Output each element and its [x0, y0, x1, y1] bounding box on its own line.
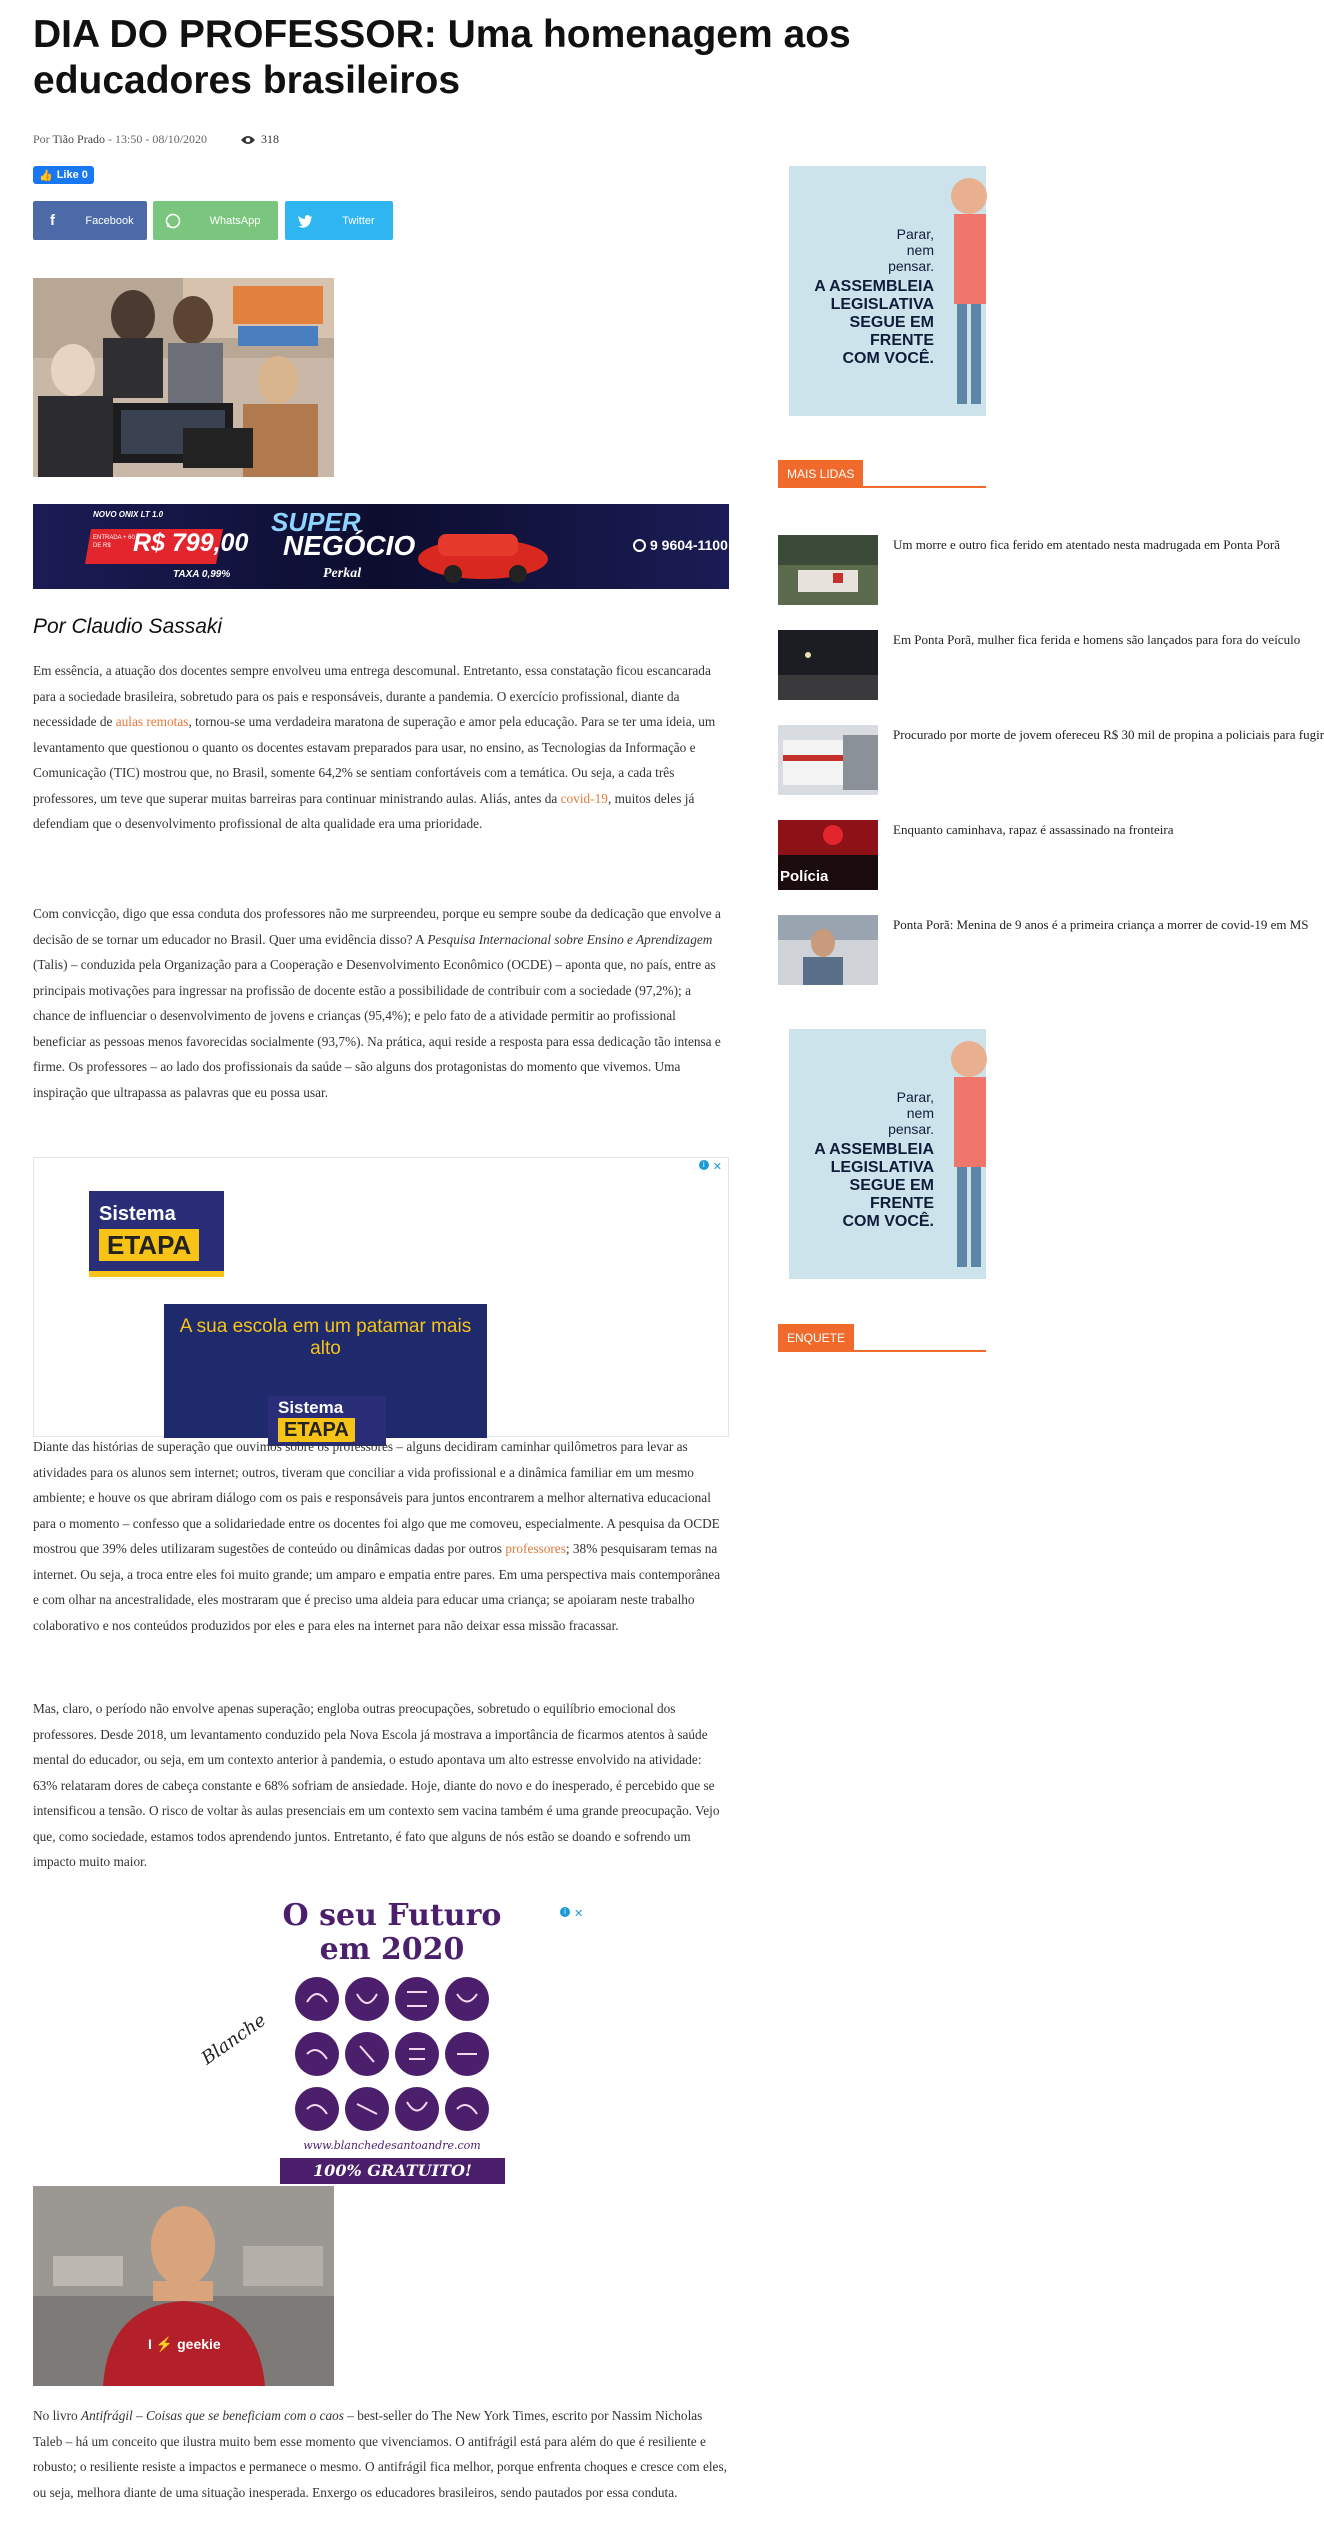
text-segment: ; 38% pesquisaram temas na internet. Ou seja, a troca entre eles foi muito grande; um amparo e empatia entre pares. Em uma perspectiva mais contemporânea e com olhar na ancestralidade, eles mostraram que é preciso uma aldeia para educar uma criança; se apoiaram neste trabalho colaborativo e nos conteúdos produzidos por eles e para eles na internet para não deixar essa missão fracassar.: [33, 1541, 721, 1633]
blanche-free-badge: 100% GRATUITO!: [280, 2158, 505, 2184]
ad-sistema-etapa[interactable]: [33, 1157, 729, 1441]
text-segment: Mas, claro, o período não envolve apenas superação; engloba outras preocupações, sobretudo o equilíbrio emocional dos professores. Desde 2018, um levantamento conduzido pela Nova Escola já mostrava a importância de ficarmos atentos à saúde mental do educador, ou seja, em um contexto anterior à pandemia, o estudo apontava um alto estresse envolvido na atividade: 63% relataram dores de cabeça constante e 68% sofriam de ansiedade. Hoje, diante do novo e do inesperado, é percebido que se intensificou a tensão. O risco de voltar às aulas presenciais em um contexto sem vacina também é uma grande preocupação. Vejo que, como sociedade, estamos todos aprendendo juntos. Entretanto, é fato que alguns de nós estão se doando e sofrendo um impacto muito maior.: [33, 1701, 720, 1869]
etapa-logo: Sistema ETAPA: [89, 1191, 224, 1277]
news-headline[interactable]: Ponta Porã: Menina de 9 anos é a primeira criança a morrer de covid-19 em MS: [893, 917, 1309, 932]
like-label: Like 0: [56, 169, 88, 181]
section-divider: [778, 486, 986, 488]
news-item[interactable]: [778, 535, 1280, 605]
news-headline[interactable]: Em Ponta Porã, mulher fica ferida e homens são lançados para fora do veículo: [893, 632, 1301, 647]
author-link[interactable]: Tião Prado: [52, 132, 106, 146]
inline-link[interactable]: professores: [505, 1541, 566, 1556]
whatsapp-icon: [153, 201, 192, 240]
adchoices-icon[interactable]: i ✕: [560, 1907, 583, 1920]
ad-headline-1: SUPER: [271, 507, 361, 537]
view-count: [240, 132, 279, 147]
shirt-logo: I ⚡ geekie: [148, 2336, 221, 2352]
italic-text: Antifrágil – Coisas que se beneficiam com o caos: [81, 2408, 344, 2423]
ad-entry: ENTRADA + 60 DE R$: [93, 535, 135, 549]
facebook-icon: f: [50, 212, 55, 229]
blanche-signature: Blanche: [197, 2009, 271, 2070]
news-headline[interactable]: Procurado por morte de jovem ofereceu R$ 30 mil de propina a policiais para fugir: [893, 727, 1324, 742]
share-twitter-button[interactable]: [285, 201, 393, 240]
text-segment: Com convicção, digo que essa conduta dos professores não me surpreendeu, porque eu sempre soube da dedicação que envolve a decisão de se tornar um educador no Brasil. Quer uma evidência disso? A: [33, 906, 721, 947]
text-segment: No livro: [33, 2408, 82, 2423]
etapa-banner: A sua escola em um patamar mais alto Sistema ETAPA: [164, 1304, 487, 1438]
eye-icon: [240, 135, 256, 145]
twitter-icon: [285, 201, 324, 240]
article-byline: Por Claudio Sassaki: [33, 615, 223, 638]
ad-headline-2: NEGÓCIO: [283, 530, 416, 561]
share-facebook-button[interactable]: [33, 201, 147, 240]
article-title: DIA DO PROFESSOR: Uma homenagem aos educadores brasileiros: [33, 13, 851, 102]
facebook-like-button[interactable]: [33, 166, 94, 184]
ad-brand: Perkal: [323, 566, 362, 581]
text-segment: – best-seller do The New York Times, escrito por Nassim Nicholas Taleb – há um conceito que ilustra muito bem esse momento que vivenciamos. O antifrágil está para além do que é resiliente e robusto; o resiliente resiste a impactos e permanece o mesmo. O antifrágil fica melhor, porque enfrenta choques e cresce com eles, ou seja, melhora diante de uma situação inesperada. Enxergo os educadores brasileiros, sendo pautados por essa conduta.: [33, 2408, 727, 2500]
paragraph-4: [33, 1696, 729, 1875]
news-headline[interactable]: Enquanto caminhava, rapaz é assassinado na fronteira: [893, 822, 1174, 837]
news-thumbnail[interactable]: Polícia: [778, 820, 878, 890]
news-headline[interactable]: Um morre e outro fica ferido em atentado nesta madrugada em Ponta Porã: [893, 537, 1280, 552]
paragraph-1: [33, 658, 729, 837]
share-whatsapp-label: WhatsApp: [209, 214, 261, 227]
ad-price: R$ 799,00: [133, 529, 249, 557]
news-item[interactable]: [778, 725, 1324, 795]
adchoices-icon[interactable]: i ✕: [699, 1160, 722, 1173]
section-enquete: ENQUETE: [778, 1324, 854, 1351]
ad-blanche[interactable]: [197, 1898, 592, 2186]
thumbs-up-icon: 👍: [39, 169, 53, 182]
news-item[interactable]: [778, 820, 1174, 890]
ad-bold-text: A ASSEMBLEIA LEGISLATIVA SEGUE EM FRENTE COM VOCÊ.: [814, 1141, 934, 1230]
text-segment: (Talis) – conduzida pela Organização para a Cooperação e Desenvolvimento Econômico (OCDE) – aponta que, no país, entre as principais motivações para ingressar na profissão de docente estão a possibilidade de contribuir com a sociedade (97,2%); a chance de influenciar o desenvolvimento de jovens e crianças (95,4%); e pelo fato de a atividade permitir ao profissional beneficiar as pessoas menos favorecidas socialmente (93,7%). Na prática, aqui reside a resposta para essa dedicação tão intensa e firme. Os professores – ao lado dos profissionais da saúde – são alguns dos protagonistas do momento que vivemos. Uma inspiração que ultrapassa as palavras que eu possa usar.: [33, 957, 721, 1100]
paragraph-2: [33, 901, 729, 1105]
ad-product: NOVO ONIX LT 1.0: [93, 510, 164, 519]
paragraph-3: [33, 1434, 729, 1638]
ad-banner-perkal[interactable]: [33, 504, 729, 589]
text-segment: , tornou-se uma verdadeira maratona de superação e amor pela educação. Para se ter uma ideia, um levantamento que questionou o quanto os docentes estavam preparados para usar, no ensino, as Tecnologias da Informação e Comunicação (TIC) mostrou que, no Brasil, somente 64,2% se sentiam confortáveis com a temática. Ou seja, a cada três professores, um teve que superar muitas barreiras para continuar ministrando aulas. Aliás, antes da: [33, 714, 716, 806]
ad-phone: 9 9604-1100: [633, 537, 728, 553]
news-thumbnail[interactable]: [778, 725, 878, 795]
paragraph-5: [33, 2403, 729, 2505]
sidebar-ad-assembleia-1[interactable]: [789, 166, 986, 416]
news-item[interactable]: [778, 630, 1301, 700]
article-meta: Por Tião Prado - 13:50 - 08/10/2020: [33, 132, 208, 146]
inline-link[interactable]: aulas remotas: [115, 714, 189, 729]
article-photo-teachers: [33, 278, 334, 477]
ad-bold-text: A ASSEMBLEIA LEGISLATIVA SEGUE EM FRENTE COM VOCÊ.: [814, 278, 934, 367]
blanche-title: O seu Futuro em 2020: [282, 1898, 502, 1967]
ad-slogan: Parar, nem pensar.: [888, 1089, 934, 1137]
italic-text: Pesquisa Internacional sobre Ensino e Aprendizagem: [427, 931, 713, 947]
inline-link[interactable]: covid-19: [560, 790, 608, 806]
article-datetime: 13:50 - 08/10/2020: [115, 132, 208, 146]
text-segment: Em essência, a atuação dos docentes sempre envolveu uma entrega descomunal. Entretanto, essa constatação ficou escancarada para a sociedade brasileira, sobretudo para os pais e responsáveis, durante a pandemia. O exercício profissional, diante da necessidade de: [33, 663, 711, 729]
share-whatsapp-button[interactable]: [153, 201, 278, 240]
section-mais-lidas: MAIS LIDAS: [778, 460, 863, 487]
text-segment: , muitos deles já defendiam que o desenvolvimento profissional de alta qualidade era uma prioridade.: [33, 790, 695, 831]
view-count-value: 318: [261, 132, 279, 146]
text-segment: Diante das histórias de superação que ouvimos sobre os professores – alguns decidiram caminhar quilômetros para levar as atividades para os alunos sem internet; outros, tiveram que conciliar a vida profissional e a dinâmica familiar em um mesmo ambiente; e houve os que abriram diálogo com os pais e responsáveis para juntos encontrarem a melhor alternativa educacional para o momento – confesso que a solidariedade entre os docentes foi algo que me comoveu, especialmente. A pesquisa da OCDE mostrou que 39% deles utilizaram sugestões de conteúdo ou dinâmicas dadas por outros: [33, 1439, 720, 1556]
by-prefix: Por: [33, 132, 50, 146]
ad-slogan: Parar, nem pensar.: [888, 226, 934, 274]
news-item[interactable]: [778, 915, 1309, 985]
section-divider: [778, 1350, 986, 1352]
news-thumbnail[interactable]: [778, 915, 878, 985]
blanche-url[interactable]: www.blanchedesantoandre.com: [303, 2139, 481, 2152]
ad-tax: TAXA 0,99%: [173, 569, 231, 580]
article-photo-author: [33, 2186, 334, 2386]
whatsapp-icon: [633, 539, 646, 552]
close-ad-icon[interactable]: ✕: [574, 1908, 584, 1920]
sidebar-ad-assembleia-2[interactable]: [789, 1029, 986, 1279]
share-twitter-label: Twitter: [342, 214, 375, 227]
news-thumbnail[interactable]: [778, 535, 878, 605]
news-thumbnail[interactable]: [778, 630, 878, 700]
share-facebook-label: Facebook: [85, 214, 134, 227]
zodiac-icons: [272, 1974, 512, 2154]
close-ad-icon[interactable]: ✕: [712, 1161, 722, 1173]
